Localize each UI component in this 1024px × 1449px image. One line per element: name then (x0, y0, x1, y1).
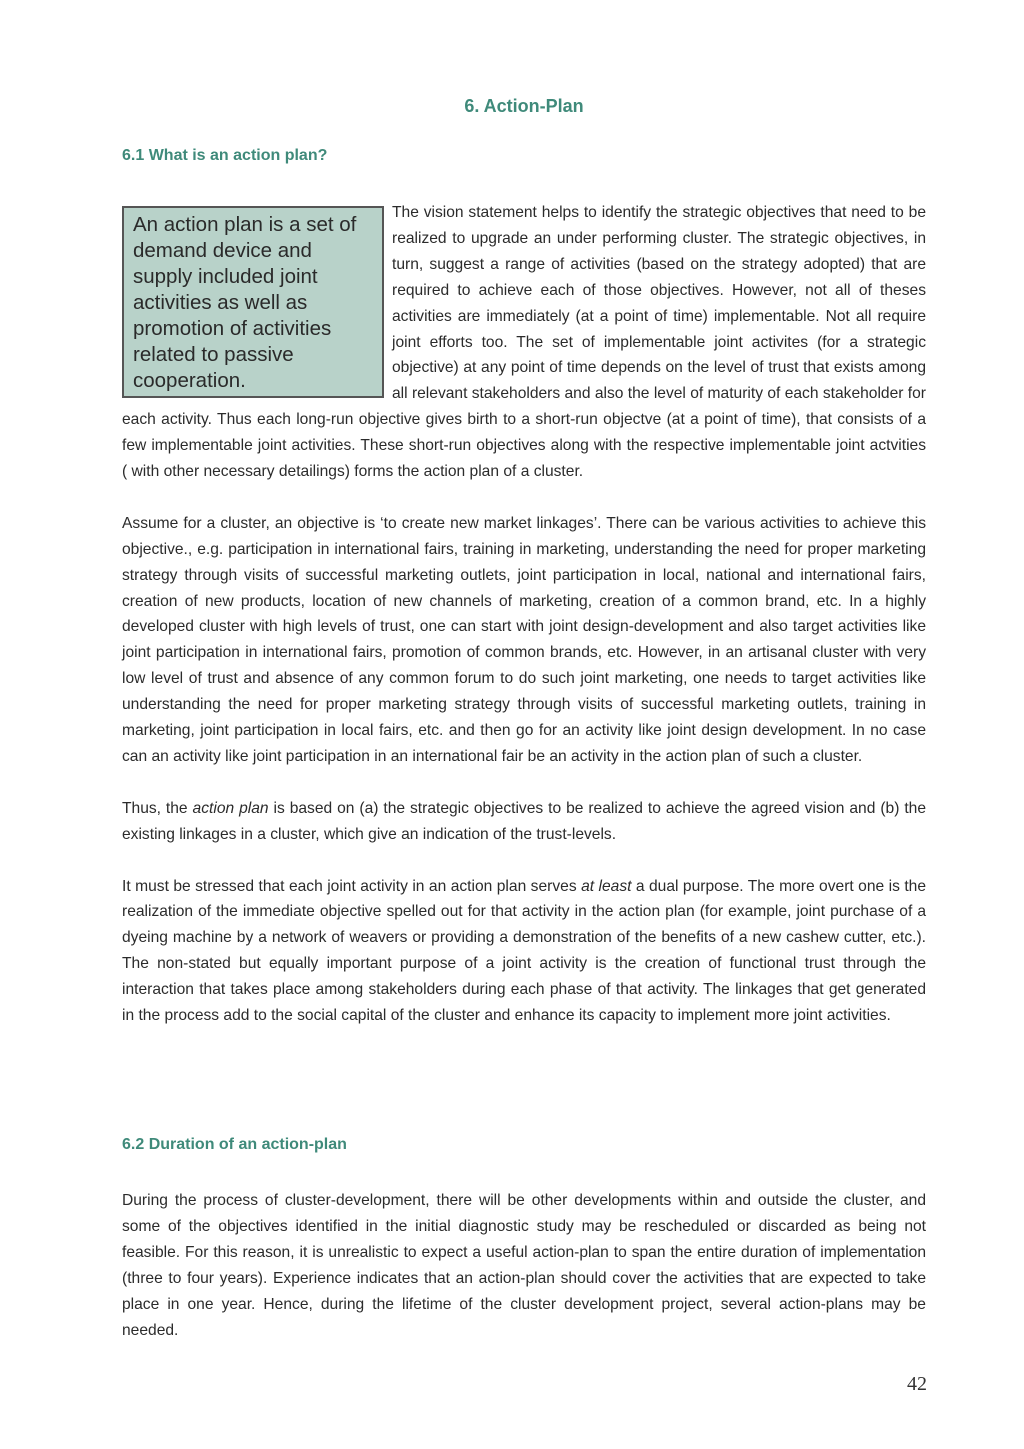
text-segment: is based on (a) the strategic objectives to be realized to achieve the agreed vision and (b) the existing linkages in a cluster, which give an indication of the trust-levels. (122, 799, 926, 843)
paragraph-dual-purpose (122, 874, 926, 1029)
callout-box: An action plan is a set of demand device and supply included joint activities as well as promotion of activities related to passive cooperation. (122, 206, 384, 398)
chapter-title: 6. Action-Plan (464, 96, 584, 116)
paragraph-duration: During the process of cluster-development, there will be other developments within and outside the cluster, and some of the objectives identified in the initial diagnostic study may be rescheduled or discarded as being not feasible. For this reason, it is unrealistic to expect a useful action-plan to span the entire duration of implementation (three to four years). Experience indicates that an action-plan should cover the activities that are expected to take place in one year. Hence, during the lifetime of the cluster development project, several action-plans may be needed. (122, 1192, 926, 1339)
text-segment: Thus, the (122, 799, 193, 817)
section-2 (122, 1136, 926, 1343)
section-heading-duration: 6.2 Duration of an action-plan (122, 1136, 347, 1153)
emphasis-at-least: at least (581, 877, 632, 895)
text-segment: a dual purpose. The more overt one is the realization of the immediate objective spelled out for that activity in the action plan (for example, joint purchase of a dyeing machine by a network of weavers or providing a demonstration of the benefits of a new cashew cutter, etc.). The non-stated but equally important purpose of a joint activity is the creation of functional trust through the interaction that takes place among stakeholders during each phase of that activity. The linkages that get generated in the process add to the social capital of the cluster and enhance its capacity to implement more joint activities. (122, 877, 926, 1025)
paragraph-vision-statement-text: The vision statement helps to identify the strategic objectives that need to be realized to upgrade an under performing cluster. The strategic objectives, in turn, suggest a range of activities (based on the strategy adopted) that are required to achieve each of those objectives. However, not all of theses activities are immediately (at a point of time) implementable. Not all require joint efforts too. The set of implementable joint activites (for a strategic objective) at any point of time depends on the level of trust that exists among all relevant stakeholders and also the level of maturity of each stakeholder for each activity. Thus each long-run objective gives birth to a short-run objectve (at a point of time), that consists of a few implementable joint activities. These short-run objectives along with the respective implementable joint actvities ( with other necessary detailings) forms the action plan of a cluster. (122, 204, 926, 481)
section-1-body (122, 200, 926, 1055)
emphasis-action-plan: action plan (192, 799, 269, 817)
paragraph-market-linkages: Assume for a cluster, an objective is ‘to create new market linkages’. There can be various activities to achieve this objective., e.g. participation in international fairs, training in marketing, understanding the need for proper marketing strategy through visits of successful marketing outlets, joint participation in local, national and international fairs, creation of new products, location of new channels of marketing, creation of a common brand, etc. In a highly developed cluster with high levels of trust, one can start with joint design-development and also target activities like joint participation in international fairs, promotion of common brands, etc. However, in an artisanal cluster with very low level of trust and absence of any common forum to do such joint marketing, one needs to target activities like understanding the need for proper marketing strategy through visits of successful marketing outlets, training in marketing, joint participation in local fairs, etc. and then go for an activity like joint design development. In no case can an activity like joint participation in an international fair be an activity in the action plan of such a cluster. (122, 514, 926, 766)
paragraph-action-plan-basis (122, 796, 926, 848)
paragraph-vision-statement (122, 200, 926, 485)
page-number: 42 (907, 1373, 927, 1395)
text-segment: It must be stressed that each joint activity in an action plan serves (122, 877, 582, 895)
section-heading-what-is-action-plan: 6.1 What is an action plan? (122, 147, 328, 164)
